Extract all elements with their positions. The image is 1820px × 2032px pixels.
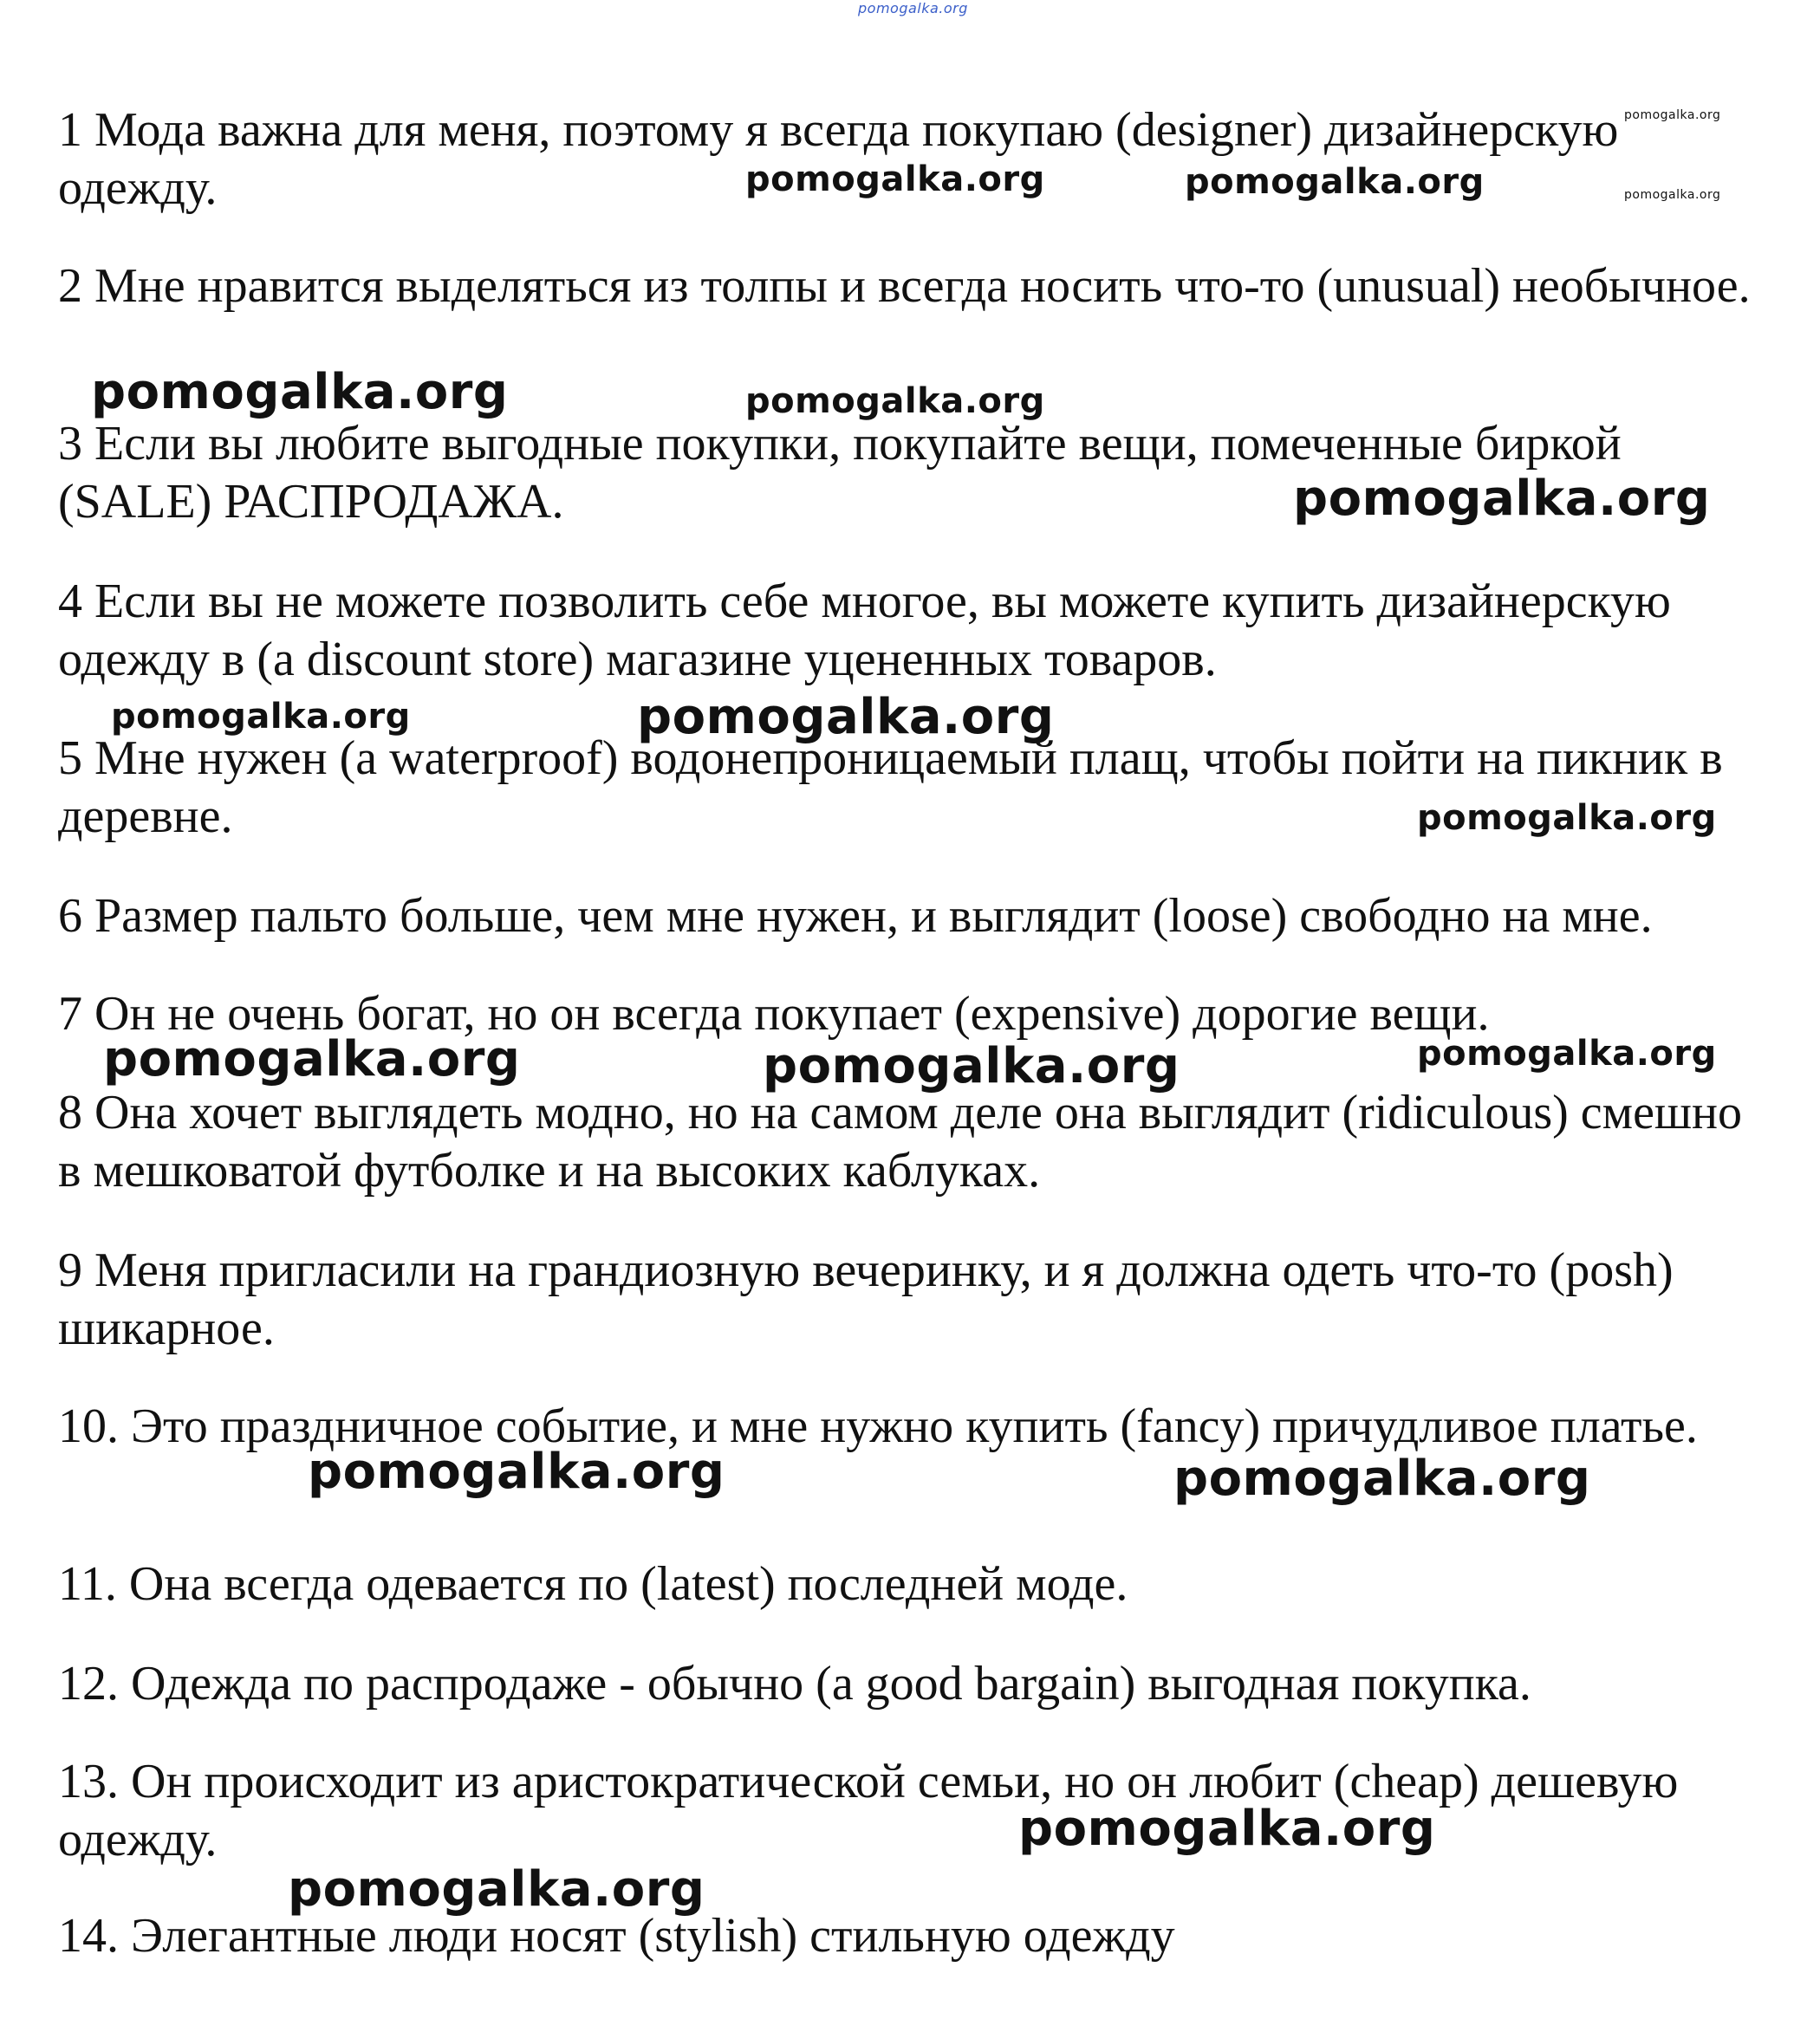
- watermark-text: pomogalka.org: [308, 1444, 725, 1500]
- watermark-text: pomogalka.org: [1018, 1801, 1436, 1857]
- sentence-7: 7 Он не очень богат, но он всегда покупает (expensive) дорогие вещи.: [58, 987, 1490, 1041]
- sentence-10: 10. Это праздничное событие, и мне нужно купить (fancy) причудливое платье.: [58, 1399, 1698, 1453]
- watermark-text: pomogalka.org: [1185, 162, 1485, 202]
- watermark-text: pomogalka.org: [763, 1038, 1180, 1094]
- sentence-8: 8 Она хочет выглядеть модно, но на самом деле она выглядит (ridiculous) смешно в мешковатой футболке и на высоких каблуках.: [58, 1086, 1743, 1198]
- sentence-2: 2 Мне нравится выделяться из толпы и всегда носить что-то (unusual) необычное.: [58, 259, 1751, 313]
- watermark-text: pomogalka.org: [745, 381, 1045, 421]
- watermark-text: pomogalka.org: [1624, 188, 1721, 202]
- watermark-text: pomogalka.org: [91, 364, 509, 420]
- watermark-text: pomogalka.org: [1173, 1451, 1591, 1507]
- watermark-text: pomogalka.org: [111, 697, 411, 737]
- sentence-9: 9 Меня пригласили на грандиозную вечеринку, и я должна одеть что-то (posh) шикарное.: [58, 1243, 1674, 1355]
- watermark-text: pomogalka.org: [858, 0, 968, 16]
- sentence-4: 4 Если вы не можете позволить себе многое, вы можете купить дизайнерскую одежду в (a discount store) магазине уцененных товаров.: [58, 575, 1671, 686]
- watermark-text: pomogalka.org: [288, 1861, 705, 1918]
- watermark-text: pomogalka.org: [1417, 1034, 1717, 1074]
- watermark-text: pomogalka.org: [637, 689, 1055, 745]
- sentence-5: 5 Мне нужен (a waterproof) водонепроницаемый плащ, чтобы пойти на пикник в деревне.: [58, 731, 1723, 843]
- sentence-12: 12. Одежда по распродаже - обычно (a good bargain) выгодная покупка.: [58, 1657, 1531, 1711]
- watermark-text: pomogalka.org: [1417, 798, 1717, 838]
- watermark-text: pomogalka.org: [1293, 471, 1711, 527]
- watermark-text: pomogalka.org: [745, 159, 1045, 199]
- sentence-14: 14. Элегантные люди носят (stylish) стильную одежду: [58, 1909, 1175, 1963]
- sentence-11: 11. Она всегда одевается по (latest) последней моде.: [58, 1557, 1128, 1611]
- sentence-13: 13. Он происходит из аристократической семьи, но он любит (cheap) дешевую одежду.: [58, 1755, 1679, 1866]
- sentence-3: 3 Если вы любите выгодные покупки, покупайте вещи, помеченные биркой (SALE) РАСПРОДАЖА.: [58, 417, 1622, 529]
- watermark-text: pomogalka.org: [103, 1031, 521, 1087]
- watermark-text: pomogalka.org: [1624, 108, 1721, 122]
- sentence-1: 1 Мода важна для меня, поэтому я всегда покупаю (designer) дизайнерскую одежду.: [58, 103, 1619, 215]
- sentence-6: 6 Размер пальто больше, чем мне нужен, и выглядит (loose) свободно на мне.: [58, 889, 1653, 943]
